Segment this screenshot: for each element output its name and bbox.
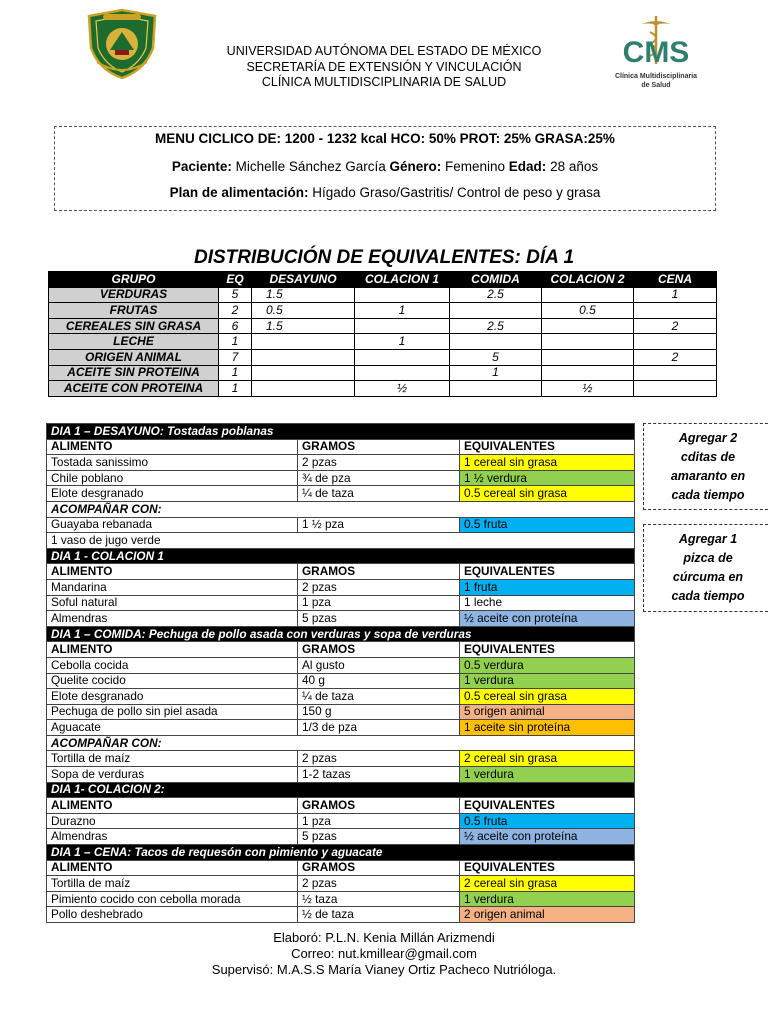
- equivalent-cell: 1 verdura: [460, 891, 635, 907]
- row-text: ACOMPAÑAR CON:: [47, 735, 635, 751]
- equivalent-cell: [542, 334, 634, 350]
- grams-cell: 1 ½ pza: [298, 517, 460, 533]
- equivalent-cell: [252, 365, 355, 381]
- cms-logo-caption-2: de Salud: [641, 82, 671, 89]
- food-group-cell: ORIGEN ANIMAL: [49, 349, 219, 365]
- equivalent-cell: [450, 381, 542, 397]
- grams-cell: Al gusto: [298, 657, 460, 673]
- food-row: [47, 829, 635, 845]
- food-row: [47, 657, 635, 673]
- equivalent-cell: 1 verdura: [460, 767, 635, 783]
- equivalentes-header: EQUIVALENTES: [460, 642, 635, 658]
- food-name-cell: Quelite cocido: [47, 673, 298, 689]
- food-name-cell: Elote desgranado: [47, 689, 298, 705]
- alimento-header: ALIMENTO: [47, 860, 298, 876]
- grams-cell: 150 g: [298, 704, 460, 720]
- equivalent-cell: [542, 318, 634, 334]
- food-row: [47, 455, 635, 471]
- meal-section-header: [47, 626, 635, 642]
- grams-cell: ½ taza: [298, 891, 460, 907]
- alimento-header: ALIMENTO: [47, 564, 298, 580]
- food-row: [47, 891, 635, 907]
- equivalent-cell: ½: [355, 381, 450, 397]
- equivalent-cell: 1 verdura: [460, 673, 635, 689]
- menu-column-header-row: [47, 798, 635, 814]
- distribution-row: [49, 334, 717, 350]
- equivalent-cell: [355, 318, 450, 334]
- grams-cell: 5 pzas: [298, 611, 460, 627]
- meal-section-header: [47, 845, 635, 861]
- food-row: [47, 689, 635, 705]
- food-name-cell: Aguacate: [47, 720, 298, 736]
- equivalent-cell: ½ aceite con proteína: [460, 611, 635, 627]
- equivalent-cell: [542, 365, 634, 381]
- meal-section-header: [47, 424, 635, 440]
- food-group-cell: LECHE: [49, 334, 219, 350]
- plan-line: [55, 185, 715, 200]
- equivalent-cell: [355, 287, 450, 303]
- menu-column-header-row: [47, 439, 635, 455]
- gramos-header: GRAMOS: [298, 439, 460, 455]
- equivalent-cell: 1 ½ verdura: [460, 470, 635, 486]
- note-line: cada tiempo: [671, 488, 745, 502]
- food-row: [47, 486, 635, 502]
- grams-cell: 5 pzas: [298, 829, 460, 845]
- equivalent-cell: [542, 349, 634, 365]
- equivalent-cell: 1: [450, 365, 542, 381]
- grams-cell: 2 pzas: [298, 876, 460, 892]
- distribution-row: [49, 303, 717, 319]
- cms-logo-text: CMS: [622, 36, 690, 69]
- grams-cell: 2 pzas: [298, 455, 460, 471]
- food-name-cell: Elote desgranado: [47, 486, 298, 502]
- col-header: COLACION 2: [542, 272, 634, 288]
- equivalent-cell: [450, 334, 542, 350]
- gramos-header: GRAMOS: [298, 564, 460, 580]
- food-group-cell: ACEITE CON PROTEINA: [49, 381, 219, 397]
- equivalent-cell: 1: [634, 287, 717, 303]
- food-name-cell: Pimiento cocido con cebolla morada: [47, 891, 298, 907]
- row-text: 1 vaso de jugo verde: [47, 533, 635, 549]
- note-line: cúrcuma en: [672, 570, 744, 584]
- equivalent-cell: 2.5: [450, 318, 542, 334]
- equivalent-cell: [252, 381, 355, 397]
- equivalent-cell: 0.5: [542, 303, 634, 319]
- food-group-cell: ACEITE SIN PROTEINA: [49, 365, 219, 381]
- equivalent-cell: [634, 303, 717, 319]
- equivalent-cell: [252, 334, 355, 350]
- food-name-cell: Pollo deshebrado: [47, 907, 298, 923]
- equivalent-cell: 5: [219, 287, 252, 303]
- food-name-cell: Almendras: [47, 611, 298, 627]
- equivalent-cell: 2: [219, 303, 252, 319]
- equivalent-cell: [450, 303, 542, 319]
- patient-info-box: [54, 126, 716, 211]
- equivalent-cell: 1: [355, 334, 450, 350]
- alimento-header: ALIMENTO: [47, 798, 298, 814]
- equivalent-cell: [634, 365, 717, 381]
- food-name-cell: Sopa de verduras: [47, 767, 298, 783]
- row-text: ACOMPAÑAR CON:: [47, 501, 635, 517]
- edad-value: 28 años: [546, 159, 599, 174]
- food-row: [47, 611, 635, 627]
- food-name-cell: Tortilla de maíz: [47, 751, 298, 767]
- distribution-title: DISTRIBUCIÓN DE EQUIVALENTES: DÍA 1: [193, 247, 575, 268]
- equivalent-cell: 1: [355, 303, 450, 319]
- equivalent-cell: [542, 287, 634, 303]
- grams-cell: 1/3 de pza: [298, 720, 460, 736]
- equivalent-cell: 6: [219, 318, 252, 334]
- equivalent-cell: 0.5 fruta: [460, 517, 635, 533]
- equivalent-cell: ½ aceite con proteína: [460, 829, 635, 845]
- plan-value: Hígado Graso/Gastritis/ Control de peso y grasa: [308, 185, 601, 200]
- equivalent-cell: 1: [219, 381, 252, 397]
- cms-logo-caption-1: Clínica Multidisciplinaria: [614, 73, 698, 80]
- footer-correo: Correo: nut.kmillear@gmail.com: [291, 946, 477, 961]
- equivalent-cell: 1: [219, 334, 252, 350]
- food-name-cell: Cebolla cocida: [47, 657, 298, 673]
- col-header: CENA: [634, 272, 717, 288]
- food-group-cell: CEREALES SIN GRASA: [49, 318, 219, 334]
- distribution-header-row: [49, 272, 717, 288]
- menu-column-header-row: [47, 642, 635, 658]
- food-row: [47, 907, 635, 923]
- equivalent-cell: 5 origen animal: [460, 704, 635, 720]
- equivalent-cell: [355, 349, 450, 365]
- meal-title: DIA 1 – DESAYUNO: Tostadas poblanas: [47, 424, 635, 440]
- gramos-header: GRAMOS: [298, 860, 460, 876]
- grams-cell: ¾ de pza: [298, 470, 460, 486]
- genero-label: Género:: [389, 159, 442, 174]
- col-header: COMIDA: [450, 272, 542, 288]
- equivalentes-header: EQUIVALENTES: [460, 564, 635, 580]
- equivalentes-header: EQUIVALENTES: [460, 860, 635, 876]
- food-name-cell: Pechuga de pollo sin piel asada: [47, 704, 298, 720]
- note-row: [47, 533, 635, 549]
- equivalent-cell: 0.5 cereal sin grasa: [460, 486, 635, 502]
- equivalent-cell: 1: [219, 365, 252, 381]
- food-row: [47, 470, 635, 486]
- food-group-cell: FRUTAS: [49, 303, 219, 319]
- equivalent-cell: 2 cereal sin grasa: [460, 876, 635, 892]
- food-row: [47, 704, 635, 720]
- col-header: EQ: [219, 272, 252, 288]
- paciente-value: Michelle Sánchez García: [231, 159, 390, 174]
- food-name-cell: Soful natural: [47, 595, 298, 611]
- footer-superviso: Supervisó: M.A.S.S María Vianey Ortiz Pacheco Nutrióloga.: [211, 962, 557, 977]
- daily-menu-table: [46, 423, 635, 923]
- patient-line: [55, 159, 715, 174]
- food-row: [47, 751, 635, 767]
- grams-cell: 2 pzas: [298, 751, 460, 767]
- genero-value: Femenino: [441, 159, 509, 174]
- header-university: UNIVERSIDAD AUTÓNOMA DEL ESTADO DE MÉXICO: [226, 44, 542, 58]
- grams-cell: 40 g: [298, 673, 460, 689]
- equivalent-cell: 1.5: [252, 318, 355, 334]
- menu-column-header-row: [47, 860, 635, 876]
- food-name-cell: Guayaba rebanada: [47, 517, 298, 533]
- accompany-label-row: [47, 735, 635, 751]
- grams-cell: ¼ de taza: [298, 486, 460, 502]
- distribution-row: [49, 318, 717, 334]
- food-name-cell: Tostada sanissimo: [47, 455, 298, 471]
- equivalent-cell: 1 fruta: [460, 579, 635, 595]
- distribution-row: [49, 381, 717, 397]
- food-row: [47, 813, 635, 829]
- equivalent-cell: [634, 381, 717, 397]
- equivalent-cell: 2 cereal sin grasa: [460, 751, 635, 767]
- equivalent-cell: 7: [219, 349, 252, 365]
- equivalents-distribution-table: [48, 271, 717, 397]
- col-header: DESAYUNO: [252, 272, 355, 288]
- alimento-header: ALIMENTO: [47, 439, 298, 455]
- food-row: [47, 720, 635, 736]
- food-row: [47, 595, 635, 611]
- note-line: Agregar 2: [678, 431, 738, 445]
- gramos-header: GRAMOS: [298, 642, 460, 658]
- meal-title: DIA 1 - COLACION 1: [47, 548, 635, 564]
- note-line: amaranto en: [670, 469, 746, 483]
- equivalent-cell: 0.5: [252, 303, 355, 319]
- food-row: [47, 876, 635, 892]
- distribution-row: [49, 365, 717, 381]
- equivalent-cell: [252, 349, 355, 365]
- food-name-cell: Chile poblano: [47, 470, 298, 486]
- equivalentes-header: EQUIVALENTES: [460, 798, 635, 814]
- food-name-cell: Tortilla de maíz: [47, 876, 298, 892]
- meal-section-header: [47, 782, 635, 798]
- equivalent-cell: 0.5 fruta: [460, 813, 635, 829]
- equivalent-cell: 2: [634, 349, 717, 365]
- meal-title: DIA 1- COLACION 2:: [47, 782, 635, 798]
- food-group-cell: VERDURAS: [49, 287, 219, 303]
- grams-cell: 1-2 tazas: [298, 767, 460, 783]
- edad-label: Edad:: [508, 159, 547, 174]
- food-row: [47, 517, 635, 533]
- food-row: [47, 579, 635, 595]
- meal-section-header: [47, 548, 635, 564]
- distribution-row: [49, 287, 717, 303]
- curcuma-note: [643, 524, 768, 612]
- plan-label: Plan de alimentación:: [169, 185, 309, 200]
- grams-cell: 1 pza: [298, 595, 460, 611]
- food-name-cell: Almendras: [47, 829, 298, 845]
- grams-cell: ¼ de taza: [298, 689, 460, 705]
- footer-elaboro: Elaboró: P.L.N. Kenia Millán Arizmendi: [273, 930, 495, 945]
- note-line: cada tiempo: [671, 589, 745, 603]
- menu-kcal-line: MENU CICLICO DE: 1200 - 1232 kcal HCO: 50% PROT: 25% GRASA:25%: [155, 131, 615, 146]
- food-row: [47, 767, 635, 783]
- note-line: Agregar 1: [678, 532, 738, 546]
- equivalent-cell: 1.5: [252, 287, 355, 303]
- menu-column-header-row: [47, 564, 635, 580]
- note-line: pizca de: [683, 551, 733, 565]
- equivalent-cell: 1 aceite sin proteína: [460, 720, 635, 736]
- equivalent-cell: 2 origen animal: [460, 907, 635, 923]
- equivalent-cell: 0.5 verdura: [460, 657, 635, 673]
- equivalent-cell: 2: [634, 318, 717, 334]
- header-secretaria: SECRETARÍA DE EXTENSIÓN Y VINCULACIÓN: [246, 60, 522, 74]
- equivalentes-header: EQUIVALENTES: [460, 439, 635, 455]
- equivalent-cell: 1 leche: [460, 595, 635, 611]
- food-row: [47, 673, 635, 689]
- equivalent-cell: 0.5 cereal sin grasa: [460, 689, 635, 705]
- alimento-header: ALIMENTO: [47, 642, 298, 658]
- meal-title: DIA 1 – COMIDA: Pechuga de pollo asada con verduras y sopa de verduras: [47, 626, 635, 642]
- equivalent-cell: [355, 365, 450, 381]
- grams-cell: 1 pza: [298, 813, 460, 829]
- food-name-cell: Mandarina: [47, 579, 298, 595]
- equivalent-cell: [634, 334, 717, 350]
- accompany-label-row: [47, 501, 635, 517]
- equivalent-cell: 2.5: [450, 287, 542, 303]
- equivalent-cell: ½: [542, 381, 634, 397]
- meal-title: DIA 1 – CENA: Tacos de requesón con pimiento y aguacate: [47, 845, 635, 861]
- col-header: COLACION 1: [355, 272, 450, 288]
- distribution-row: [49, 349, 717, 365]
- grams-cell: 2 pzas: [298, 579, 460, 595]
- equivalent-cell: 1 cereal sin grasa: [460, 455, 635, 471]
- paciente-label: Paciente:: [171, 159, 232, 174]
- note-line: cditas de: [680, 450, 736, 464]
- amaranto-note: [643, 423, 768, 510]
- gramos-header: GRAMOS: [298, 798, 460, 814]
- col-header: GRUPO: [49, 272, 219, 288]
- equivalent-cell: 5: [450, 349, 542, 365]
- food-name-cell: Durazno: [47, 813, 298, 829]
- grams-cell: ½ de taza: [298, 907, 460, 923]
- header-clinica: CLÍNICA MULTIDISCIPLINARIA DE SALUD: [261, 75, 507, 89]
